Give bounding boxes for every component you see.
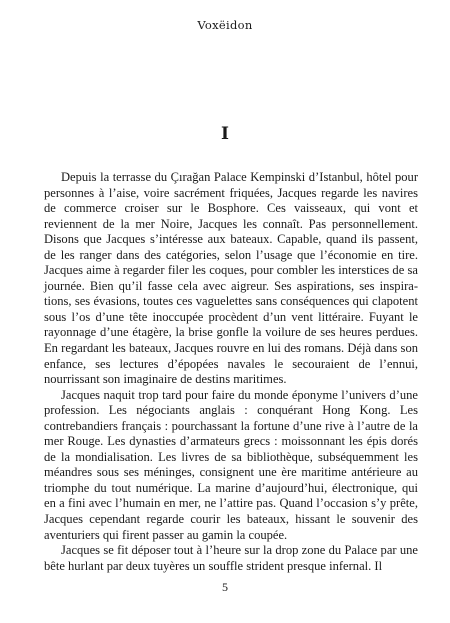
paragraph: Depuis la terrasse du Çırağan Palace Kempinski d’Istanbul, hôtel pour personnes à l’aise, voire sacrément friquées, Jacques regarde les navires de commerce croiser sur le Bosphore. Ces vaisseaux, qui vont et reviennent de la mer Noire, Jacques les connaît. Pas personnellement. Disons que Jacques s’intéresse aux bateaux. Capable, quand ils passent, de les ranger dans des catégories, selon l’usage que l’économie en tire. Jacques aime à regarder filer les coques, pour combler les interstices de sa journée. Bien qu’il fasse cela avec aigreur. Ses aspirations, ses inspirations, ses évasions, toutes ces vaguelettes sans conséquences qui clapotent sous l’os d’une tête inoccupée procèdent d’un vent littéraire. Fuyant le rayonnage d’une étagère, la brise gonfle la voilure de ses heures perdues. En regardant les bateaux, Jacques rouvre en lui des romans. Déjà dans son enfance, ses lectures d’épopées navales le secouraient de l’ennui, nourrissant son imaginaire de destins maritimes. [44,170,418,387]
body-text [44,170,418,574]
page-number: 5 [222,580,228,594]
paragraph: Jacques se fit déposer tout à l’heure sur la drop zone du Palace par une bête hurlant par deux tuyères un souffle strident presque infernal. Il [44,543,418,573]
chapter-number: I [221,124,229,144]
running-head: Voxëidon [197,18,253,32]
paragraph: Jacques naquit trop tard pour faire du monde éponyme l’univers d’une profession. Les négociants anglais : conquérant Hong Kong. Les contrebandiers français : pourchassant la fortune d’une rive à l’autre de la mer Rouge. Les dynasties d’armateurs grecs : moissonnant les épis dorés de la mondialisation. Les livres de sa bibliothèque, subséquemment les méandres sous ses méninges, consignent une ère maritime antérieure au triomphe du tout numérique. La marine d’aujourd’hui, électronique, qui en a fini avec l’humain en mer, ne l’attire pas. Quand l’occasion s’y prête, Jacques cependant regarde courir les bateaux, hissant le souvenir des aventuriers qui firent passer au gamin la coupée. [44,387,418,542]
